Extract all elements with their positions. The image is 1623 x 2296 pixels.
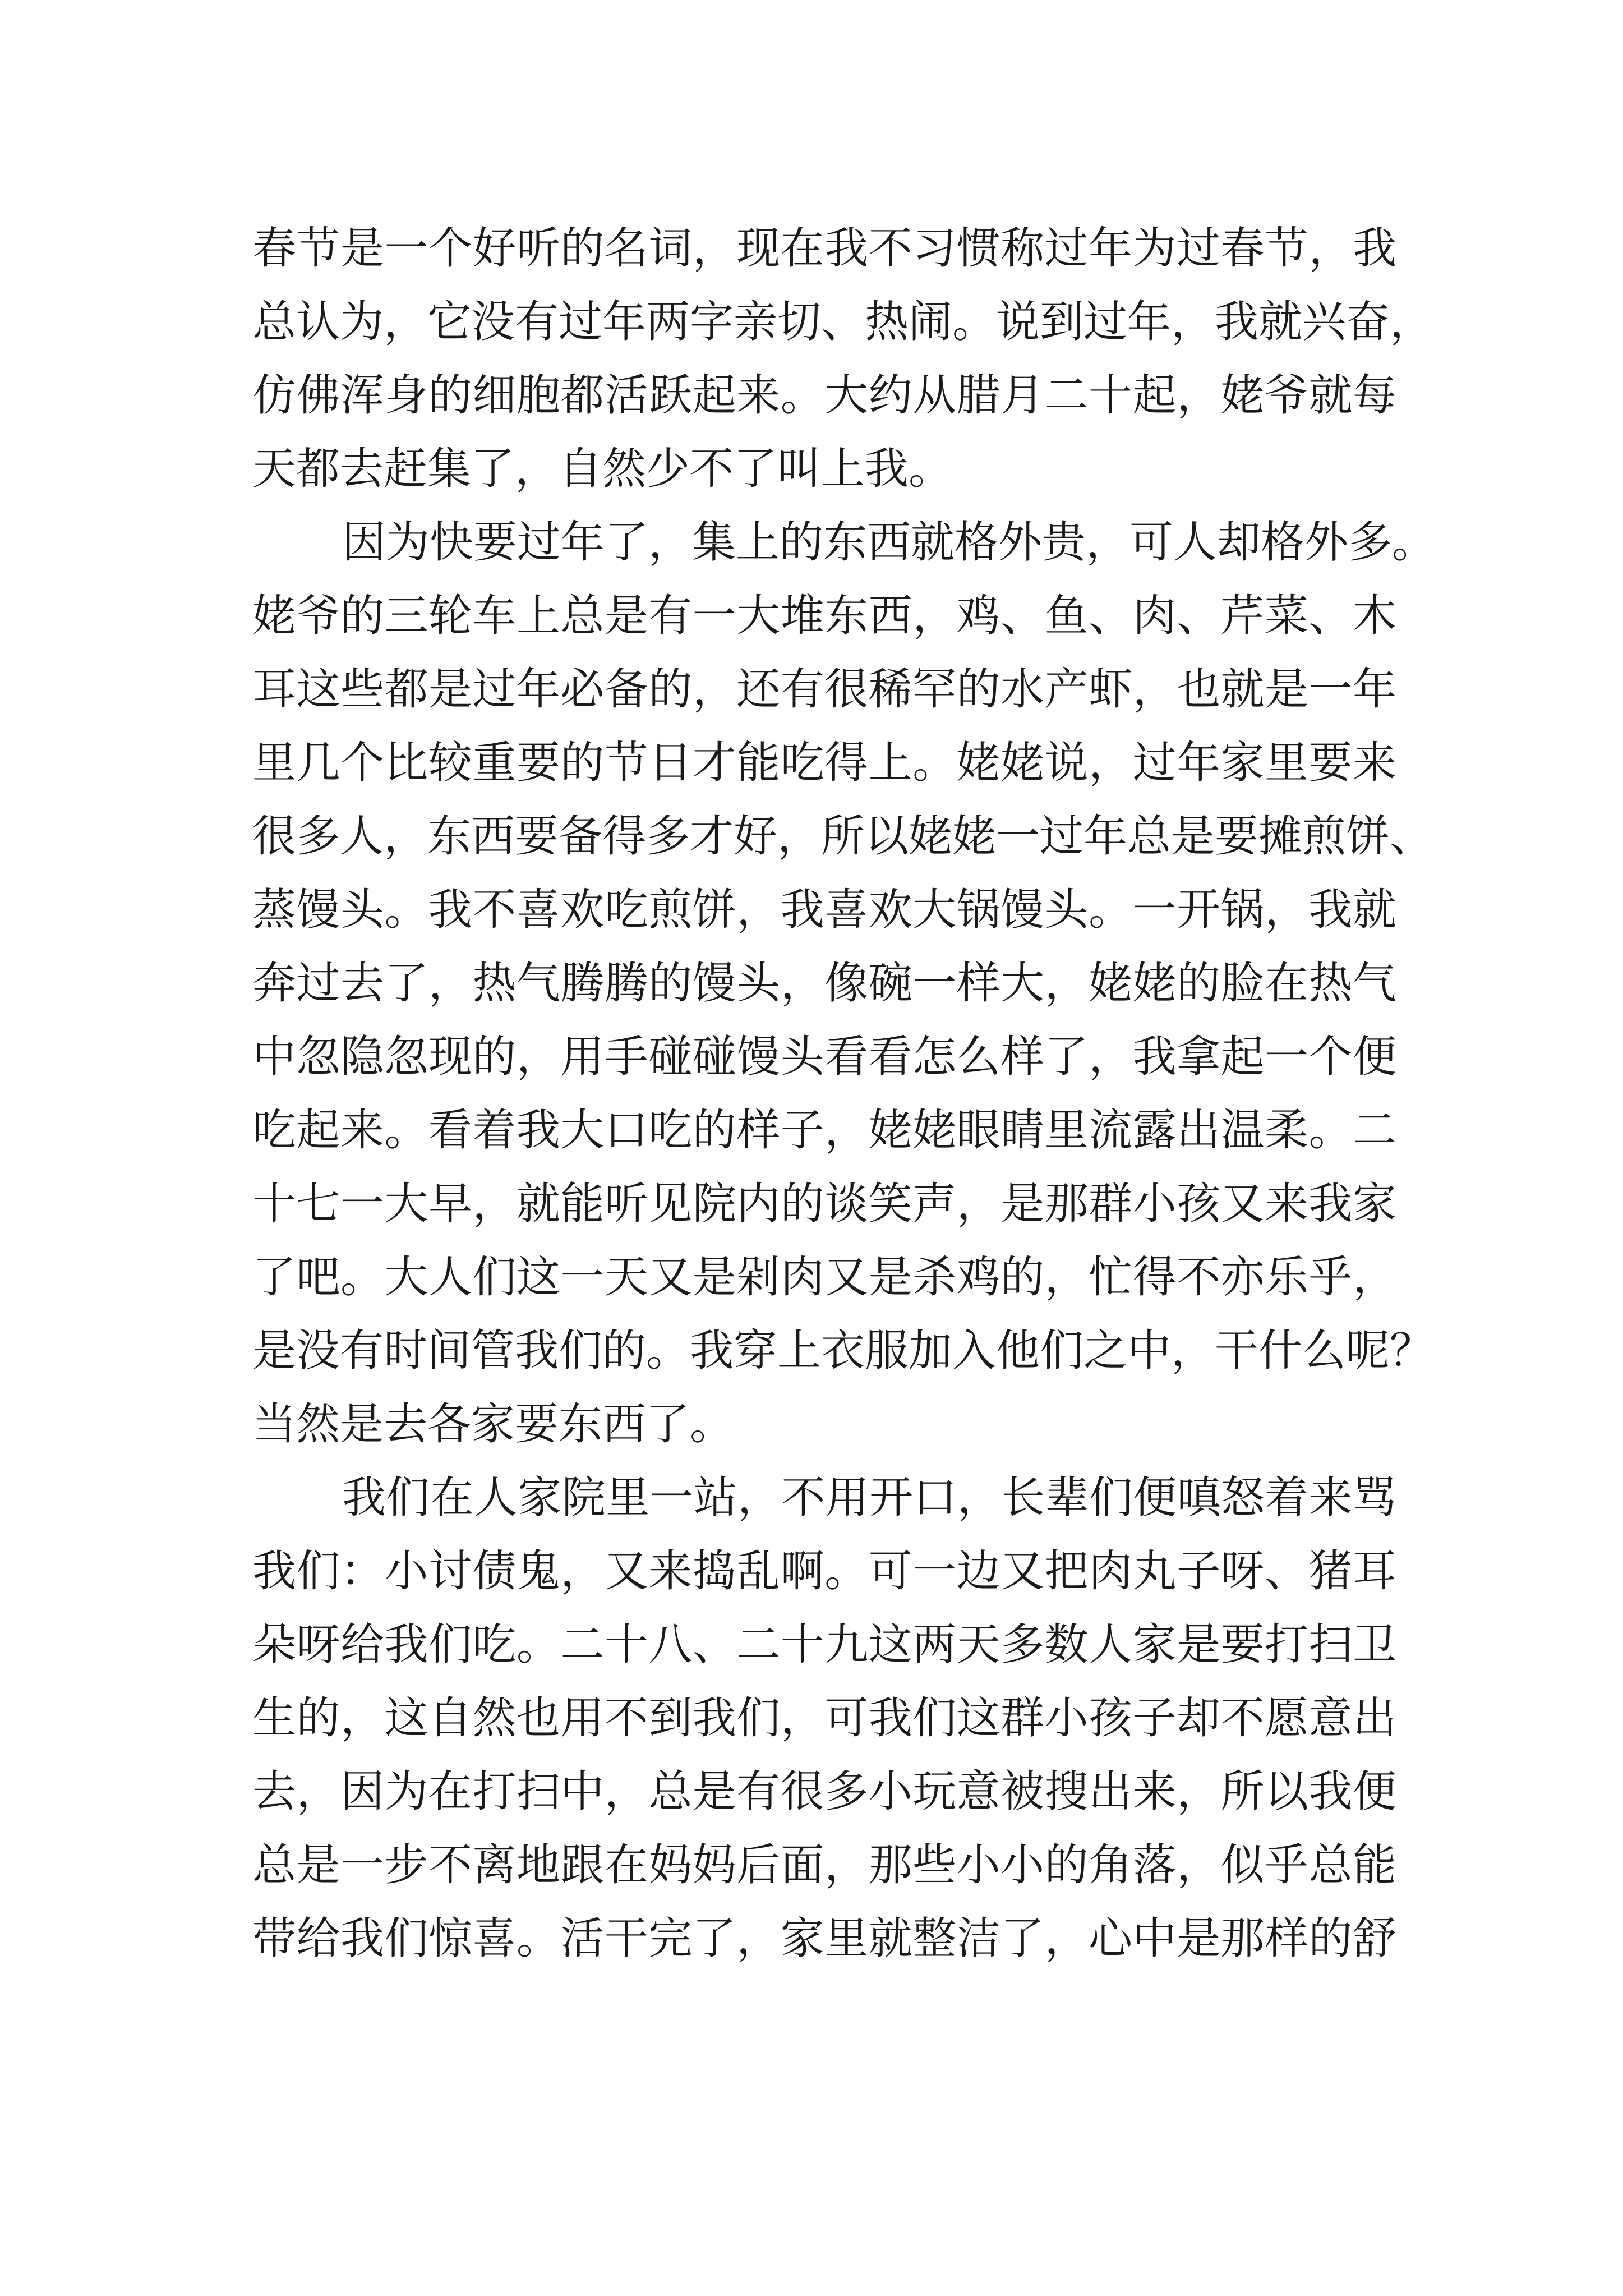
- text-line: 因为快要过年了，集上的东西就格外贵，可人却格外多。: [342, 517, 1436, 568]
- text-line: 总是一步不离地跟在妈妈后面，那些小小的角落，似乎总能: [252, 1840, 1396, 1890]
- text-line: 十七一大早，就能听见院内的谈笑声，是那群小孩又来我家: [252, 1179, 1396, 1229]
- text-line: 仿佛浑身的细胞都活跃起来。大约从腊月二十起，姥爷就每: [252, 370, 1396, 421]
- text-line: 当然是去各家要东西了。: [252, 1399, 734, 1450]
- text-line: 了吧。大人们这一天又是剁肉又是杀鸡的，忙得不亦乐乎，: [252, 1252, 1396, 1303]
- text-line: 蒸馒头。我不喜欢吃煎饼，我喜欢大锅馒头。一开锅，我就: [252, 885, 1396, 935]
- text-line: 生的，这自然也用不到我们，可我们这群小孩子却不愿意出: [252, 1693, 1396, 1743]
- text-line: 去，因为在打扫中，总是有很多小玩意被搜出来，所以我便: [252, 1766, 1396, 1817]
- text-line: 吃起来。看着我大口吃的样子，姥姥眼睛里流露出温柔。二: [252, 1105, 1396, 1156]
- paragraph: [252, 506, 1436, 1461]
- text-line: 带给我们惊喜。活干完了，家里就整洁了，心中是那样的舒: [252, 1913, 1396, 1964]
- text-line: 里几个比较重要的节日才能吃得上。姥姥说，过年家里要来: [252, 738, 1396, 788]
- paragraph: [252, 212, 1434, 506]
- paragraph: [252, 1461, 1396, 1976]
- text-line: 我们在人家院里一站，不用开口，长辈们便嗔怒着来骂: [342, 1473, 1396, 1523]
- text-line: 姥爷的三轮车上总是有一大堆东西，鸡、鱼、肉、芹菜、木: [252, 591, 1396, 641]
- text-line: 朵呀给我们吃。二十八、二十九这两天多数人家是要打扫卫: [252, 1619, 1396, 1670]
- text-line: 中忽隐忽现的，用手碰碰馒头看看怎么样了，我拿起一个便: [252, 1032, 1396, 1082]
- text-line: 奔过去了，热气腾腾的馒头，像碗一样大，姥姥的脸在热气: [252, 958, 1396, 1009]
- text-line: 我们：小讨债鬼，又来捣乱啊。可一边又把肉丸子呀、猪耳: [252, 1546, 1396, 1596]
- text-line: 春节是一个好听的名词，现在我不习惯称过年为过春节，我: [252, 223, 1396, 274]
- text-line: 总认为，它没有过年两字亲切、热闹。说到过年，我就兴奋，: [252, 297, 1434, 347]
- text-line: 耳这些都是过年必备的，还有很稀罕的水产虾，也就是一年: [252, 664, 1396, 715]
- text-line: 很多人，东西要备得多才好，所以姥姥一过年总是要摊煎饼、: [252, 811, 1434, 862]
- text-line: 是没有时间管我们的。我穿上衣服加入他们之中，干什么呢？: [252, 1326, 1434, 1376]
- body-text: [252, 212, 1436, 1976]
- text-line: 天都去赶集了，自然少不了叫上我。: [252, 444, 953, 494]
